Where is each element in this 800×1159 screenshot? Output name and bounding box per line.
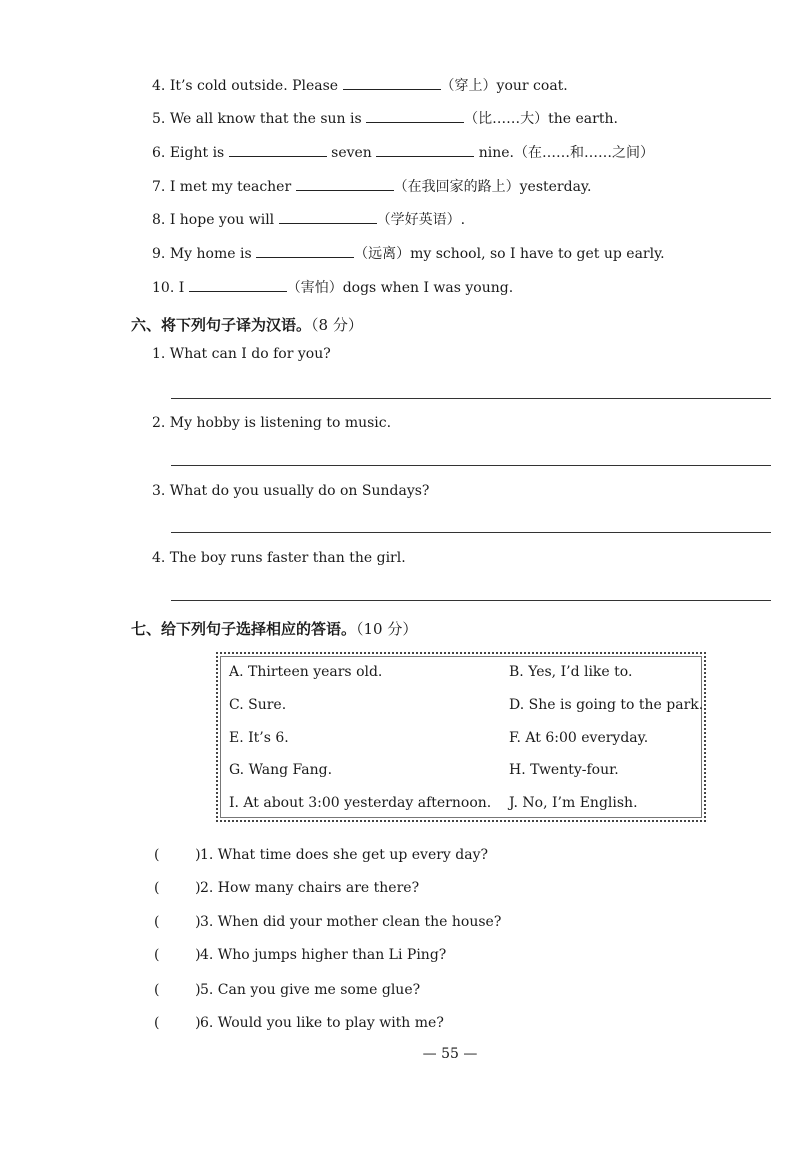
match-item-1: ( )1. What time does she get up every day?	[154, 847, 489, 863]
match-item-2: ( )2. How many chairs are there?	[154, 880, 420, 896]
answer-blank[interactable]	[296, 177, 394, 191]
section-6-heading: 六、将下列句子译为汉语。（8 分）	[131, 316, 363, 334]
answer-blank[interactable]	[189, 278, 287, 292]
answer-blank[interactable]	[279, 210, 377, 224]
option-c: C. Sure.	[229, 697, 287, 713]
answer-paren[interactable]: ( )	[154, 880, 201, 896]
answer-paren[interactable]: ( )	[154, 847, 201, 863]
answer-paren[interactable]: ( )	[154, 914, 201, 930]
answer-line[interactable]	[171, 532, 771, 533]
translate-item-3: 3. What do you usually do on Sundays?	[152, 483, 430, 499]
option-b: B. Yes, I’d like to.	[509, 664, 633, 680]
answer-blank[interactable]	[343, 76, 441, 90]
option-f: F. At 6:00 everyday.	[509, 730, 649, 746]
answer-blank[interactable]	[376, 143, 474, 157]
translate-item-2: 2. My hobby is listening to music.	[152, 415, 392, 431]
option-e: E. It’s 6.	[229, 730, 289, 746]
answer-blank[interactable]	[229, 143, 327, 157]
answer-blank[interactable]	[256, 244, 354, 258]
answer-line[interactable]	[171, 465, 771, 466]
answer-paren[interactable]: ( )	[154, 982, 201, 998]
option-j: J. No, I’m English.	[509, 795, 638, 811]
translate-item-4: 4. The boy runs faster than the girl.	[152, 550, 406, 566]
translate-item-1: 1. What can I do for you?	[152, 346, 331, 362]
answer-paren[interactable]: ( )	[154, 1015, 201, 1031]
fill-item-5: 5. We all know that the sun is （比……大）the earth.	[152, 111, 618, 127]
option-d: D. She is going to the park.	[509, 697, 704, 713]
option-g: G. Wang Fang.	[229, 762, 333, 778]
fill-item-10: 10. I （害怕）dogs when I was young.	[152, 280, 514, 296]
match-item-3: ( )3. When did your mother clean the house?	[154, 914, 502, 930]
fill-item-8: 8. I hope you will （学好英语）.	[152, 212, 466, 228]
option-h: H. Twenty-four.	[509, 762, 619, 778]
answer-line[interactable]	[171, 398, 771, 399]
fill-item-4: 4. It’s cold outside. Please （穿上）your coat.	[152, 78, 568, 94]
fill-item-9: 9. My home is （远离）my school, so I have to get up early.	[152, 246, 665, 262]
answer-paren[interactable]: ( )	[154, 947, 201, 963]
answer-blank[interactable]	[366, 109, 464, 123]
page-number: — 55 —	[422, 1046, 478, 1062]
section-7-heading: 七、给下列句子选择相应的答语。（10 分）	[131, 620, 418, 638]
option-i: I. At about 3:00 yesterday afternoon.	[229, 795, 492, 811]
answer-line[interactable]	[171, 600, 771, 601]
fill-item-7: 7. I met my teacher （在我回家的路上）yesterday.	[152, 179, 592, 195]
match-item-6: ( )6. Would you like to play with me?	[154, 1015, 444, 1031]
fill-item-6: 6. Eight is seven nine.（在……和……之间）	[152, 145, 654, 161]
option-a: A. Thirteen years old.	[229, 664, 383, 680]
match-item-4: ( )4. Who jumps higher than Li Ping?	[154, 947, 447, 963]
match-item-5: ( )5. Can you give me some glue?	[154, 982, 421, 998]
